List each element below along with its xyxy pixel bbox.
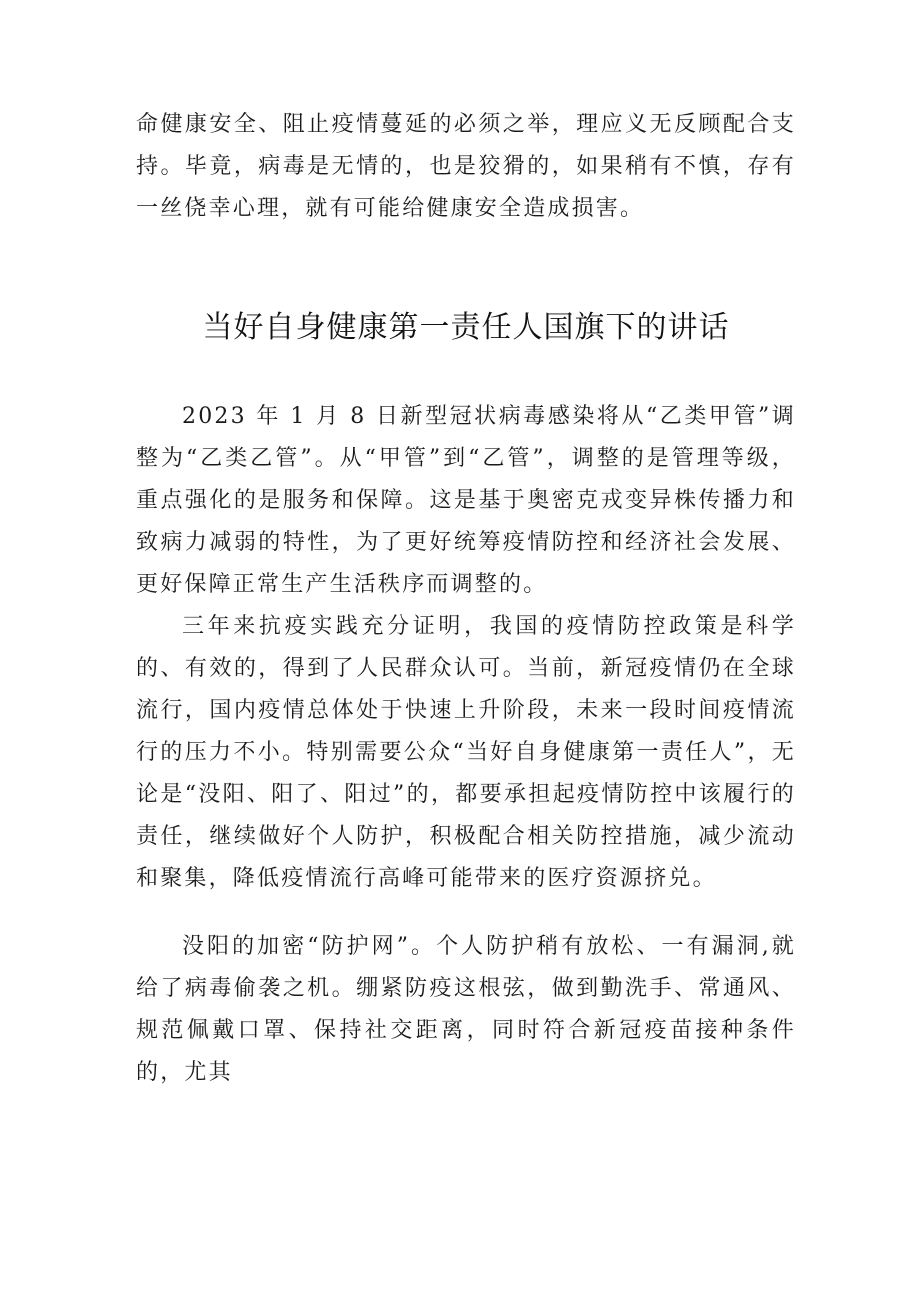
body-paragraph-1: 2023 年 1 月 8 日新型冠状病毒感染将从“乙类甲管”调整为“乙类乙管”。从“甲管”到“乙管”，调整的是管理等级，重点强化的是服务和保障。这是基于奥密克戎变异株传播力和致病力减弱的特性，为了更好统筹疫情防控和经济社会发展、更好保障正常生产生活秩序而调整的。 [136,404,796,597]
document-page [136,104,796,1094]
body-paragraph-2: 三年来抗疫实践充分证明，我国的疫情防控政策是科学的、有效的，得到了人民群众认可。当前，新冠疫情仍在全球流行，国内疫情总体处于快速上升阶段，未来一段时间疫情流行的压力不小。特别需要公众“当好自身健康第一责任人”，无论是“没阳、阳了、阳过”的，都要承担起疫情防控中该履行的责任，继续做好个人防护，积极配合相关防控措施，减少流动和聚集，降低疫情流行高峰可能带来的医疗资源挤兑。 [136,614,796,891]
intro-paragraph: 命健康安全、阻止疫情蔓延的必须之举，理应义无反顾配合支持。毕竟，病毒是无情的，也是狡猾的，如果稍有不慎，存有一丝侥幸心理，就有可能给健康安全造成损害。 [136,112,796,221]
paragraph-gap [136,900,796,926]
body-paragraph-3: 没阳的加密“防护网”。个人防护稍有放松、一有漏洞,就给了病毒偷袭之机。绷紧防疫这根弦，做到勤洗手、常通风、规范佩戴口罩、保持社交距离，同时符合新冠疫苗接种条件的，尤其 [136,934,796,1085]
document-title: 当好自身健康第一责任人国旗下的讲话 [202,310,730,345]
